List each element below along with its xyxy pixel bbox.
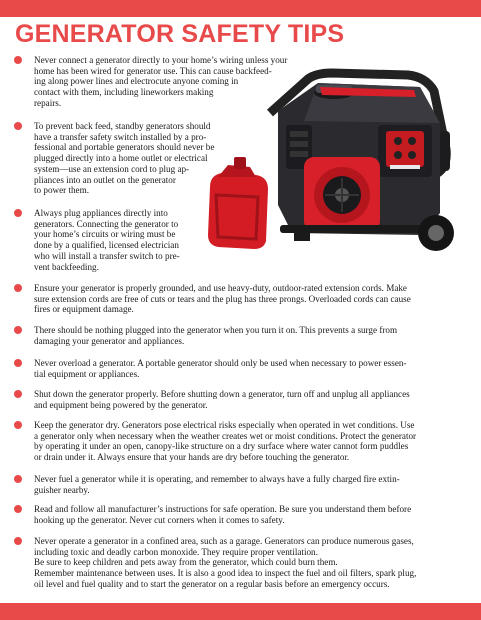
safety-tip-4 — [34, 283, 466, 315]
tip-line: tial equipment or appliances. — [34, 368, 140, 379]
tip-line: pliances into an outlet on the generator — [34, 174, 176, 185]
bullet-icon — [14, 326, 22, 334]
bullet-icon — [14, 122, 22, 130]
top-accent-bar — [0, 0, 481, 17]
tip-line: Never fuel a generator while it is operating, and remember to always have a fully charged fire extin- — [34, 474, 400, 484]
safety-tip-9 — [34, 474, 466, 495]
tip-line: hooking up the generator. Never cut corners when it comes to safety. — [34, 514, 285, 525]
tip-line: To prevent back feed, standby generators should — [34, 121, 211, 131]
safety-tip-8 — [34, 420, 466, 463]
tip-line: a generator only when necessary when the weather creates wet or moist conditions. Protect the generator — [34, 430, 417, 441]
tip-line: Read and follow all manufacturer’s instructions for safe operation. Be sure you understand them before — [34, 504, 412, 514]
tip-line: sure extension cords are free of cuts or tears and the plug has three prongs. Overloaded cords can cause — [34, 293, 411, 304]
tip-line: fires or equipment damage. — [34, 304, 134, 315]
bullet-icon — [14, 390, 22, 398]
tip-line: by operating it under an open, canopy-like structure on a dry surface where water cannot form puddles — [34, 441, 409, 452]
tip-line: Ensure your generator is properly grounded, and use heavy-duty, outdoor-rated extension cords. Make — [34, 283, 407, 293]
tip-line: system—use an extension cord to plug ap- — [34, 163, 190, 174]
tip-line: damaging your generator and appliances. — [34, 335, 185, 346]
tip-line: Keep the generator dry. Generators pose electrical risks especially when operated in wet conditions. Use — [34, 420, 415, 430]
bullet-icon — [14, 56, 22, 64]
tip-line: who will install a transfer switch to pre- — [34, 250, 180, 261]
tip-line: Be sure to keep children and pets away from the generator, which could burn them. — [34, 557, 338, 568]
tip-line: oil level and fuel quality and to start the generator on a regular basis before an emergency occurs. — [34, 578, 390, 589]
safety-tip-7 — [34, 389, 466, 410]
page-title: GENERATOR SAFETY TIPS — [15, 20, 345, 48]
bullet-icon — [14, 359, 22, 367]
tip-line: plugged directly into a home outlet or electrical — [34, 153, 208, 164]
bullet-icon — [14, 505, 22, 513]
safety-tip-11 — [34, 536, 466, 590]
tip-line: Shut down the generator properly. Before shutting down a generator, turn off and unplug all appliances — [34, 389, 410, 399]
safety-tip-3 — [34, 208, 302, 272]
tip-line: contact with them, including lineworkers making — [34, 87, 214, 98]
tip-line: and equipment being powered by the generator. — [34, 399, 208, 410]
bullet-icon — [14, 421, 22, 429]
tip-line: guisher nearby. — [34, 484, 90, 495]
tip-line: including toxic and deadly carbon monoxide. They require proper ventilation. — [34, 546, 318, 557]
bullet-icon — [14, 537, 22, 545]
safety-tip-5 — [34, 325, 466, 346]
bullet-icon — [14, 475, 22, 483]
bullet-icon — [14, 284, 22, 292]
tip-line: repairs. — [34, 97, 62, 108]
tip-line: done by a qualified, licensed electrician — [34, 240, 179, 251]
tip-line: generators. Connecting the generator to — [34, 218, 179, 229]
tip-line: Never operate a generator in a confined area, such as a garage. Generators can produce numerous gases, — [34, 536, 414, 546]
safety-tip-6 — [34, 358, 466, 379]
safety-tip-2 — [34, 121, 302, 196]
tip-line: home has been wired for generator use. This can cause backfeed- — [34, 65, 272, 76]
safety-tip-10 — [34, 504, 466, 525]
tip-line: to power them. — [34, 185, 89, 196]
tip-line: There should be nothing plugged into the generator when you turn it on. This prevents a surge from — [34, 325, 398, 335]
bottom-accent-bar — [0, 603, 481, 620]
tip-line: vent backfeeding. — [34, 261, 99, 272]
safety-tip-1 — [34, 55, 302, 109]
tip-line: fessional and portable generators should never be — [34, 142, 215, 153]
tip-line: or drain under it. Always ensure that your hands are dry before touching the generator. — [34, 452, 350, 463]
tip-line: Never overload a generator. A portable generator should only be used when necessary to power essen- — [34, 358, 407, 368]
tip-line: Remember maintenance between uses. It is also a good idea to inspect the fuel and oil filters, spark plug, — [34, 568, 417, 579]
bullet-icon — [14, 209, 22, 217]
tip-line: your home’s circuits or wiring must be — [34, 229, 176, 240]
tip-line: have a transfer safety switch installed by a pro- — [34, 131, 207, 142]
tip-line: Always plug appliances directly into — [34, 208, 168, 218]
tip-line: Never connect a generator directly to your home’s wiring unless your — [34, 55, 288, 65]
tip-line: ing along power lines and electrocute anyone coming in — [34, 76, 239, 87]
